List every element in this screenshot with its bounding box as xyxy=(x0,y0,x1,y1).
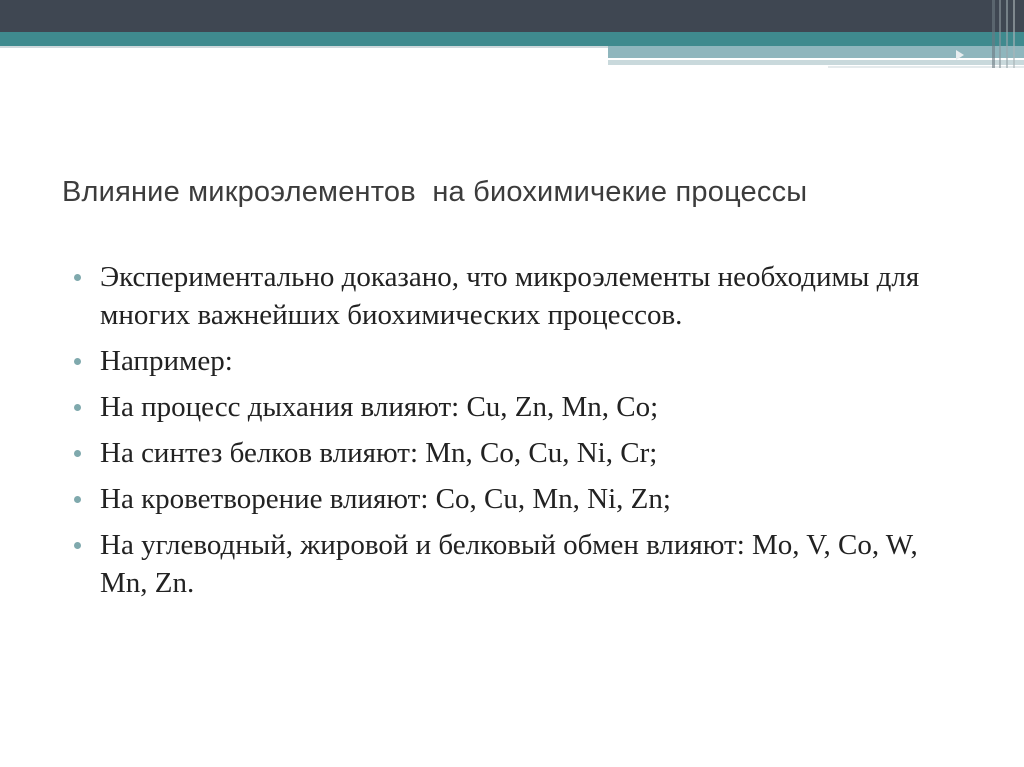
bullet-item xyxy=(72,388,952,426)
header-vertical-stripe xyxy=(999,0,1001,68)
header-vertical-stripe xyxy=(1006,0,1008,68)
header-rule-left xyxy=(0,46,608,48)
bullet-icon xyxy=(74,450,81,457)
bullet-icon xyxy=(74,496,81,503)
bullet-icon xyxy=(74,542,81,549)
bullet-item xyxy=(72,434,952,472)
bullet-icon xyxy=(74,274,81,281)
bullet-text: На углеводный, жировой и белковый обмен влияют: Mo, V, Co, W, Mn, Zn. xyxy=(100,529,918,599)
bullet-list xyxy=(72,258,952,610)
header-vertical-stripe xyxy=(992,0,995,68)
bullet-text: Экспериментально доказано, что микроэлементы необходимы для многих важнейших биохимических процессов. xyxy=(100,261,920,331)
bullet-text: Например: xyxy=(100,345,233,377)
header-vertical-stripe xyxy=(1013,0,1015,68)
bullet-item xyxy=(72,526,952,602)
bullet-text: На кроветворение влияют: Co, Cu, Mn, Ni, Zn; xyxy=(100,483,671,515)
bullet-item xyxy=(72,258,952,334)
bullet-text: На синтез белков влияют: Mn, Co, Cu, Ni, Cr; xyxy=(100,437,658,469)
header-band-teal xyxy=(0,32,1024,46)
bullet-item xyxy=(72,342,952,380)
header-rule-right xyxy=(608,60,1024,65)
bullet-text: На процесс дыхания влияют: Cu, Zn, Mn, Co; xyxy=(100,391,659,423)
bullet-icon xyxy=(74,358,81,365)
header-arrow-icon xyxy=(956,50,964,60)
header-band-dark xyxy=(0,0,1024,32)
slide-title: Влияние микроэлементов на биохимичекие процессы xyxy=(62,176,808,208)
bullet-icon xyxy=(74,404,81,411)
bullet-item xyxy=(72,480,952,518)
